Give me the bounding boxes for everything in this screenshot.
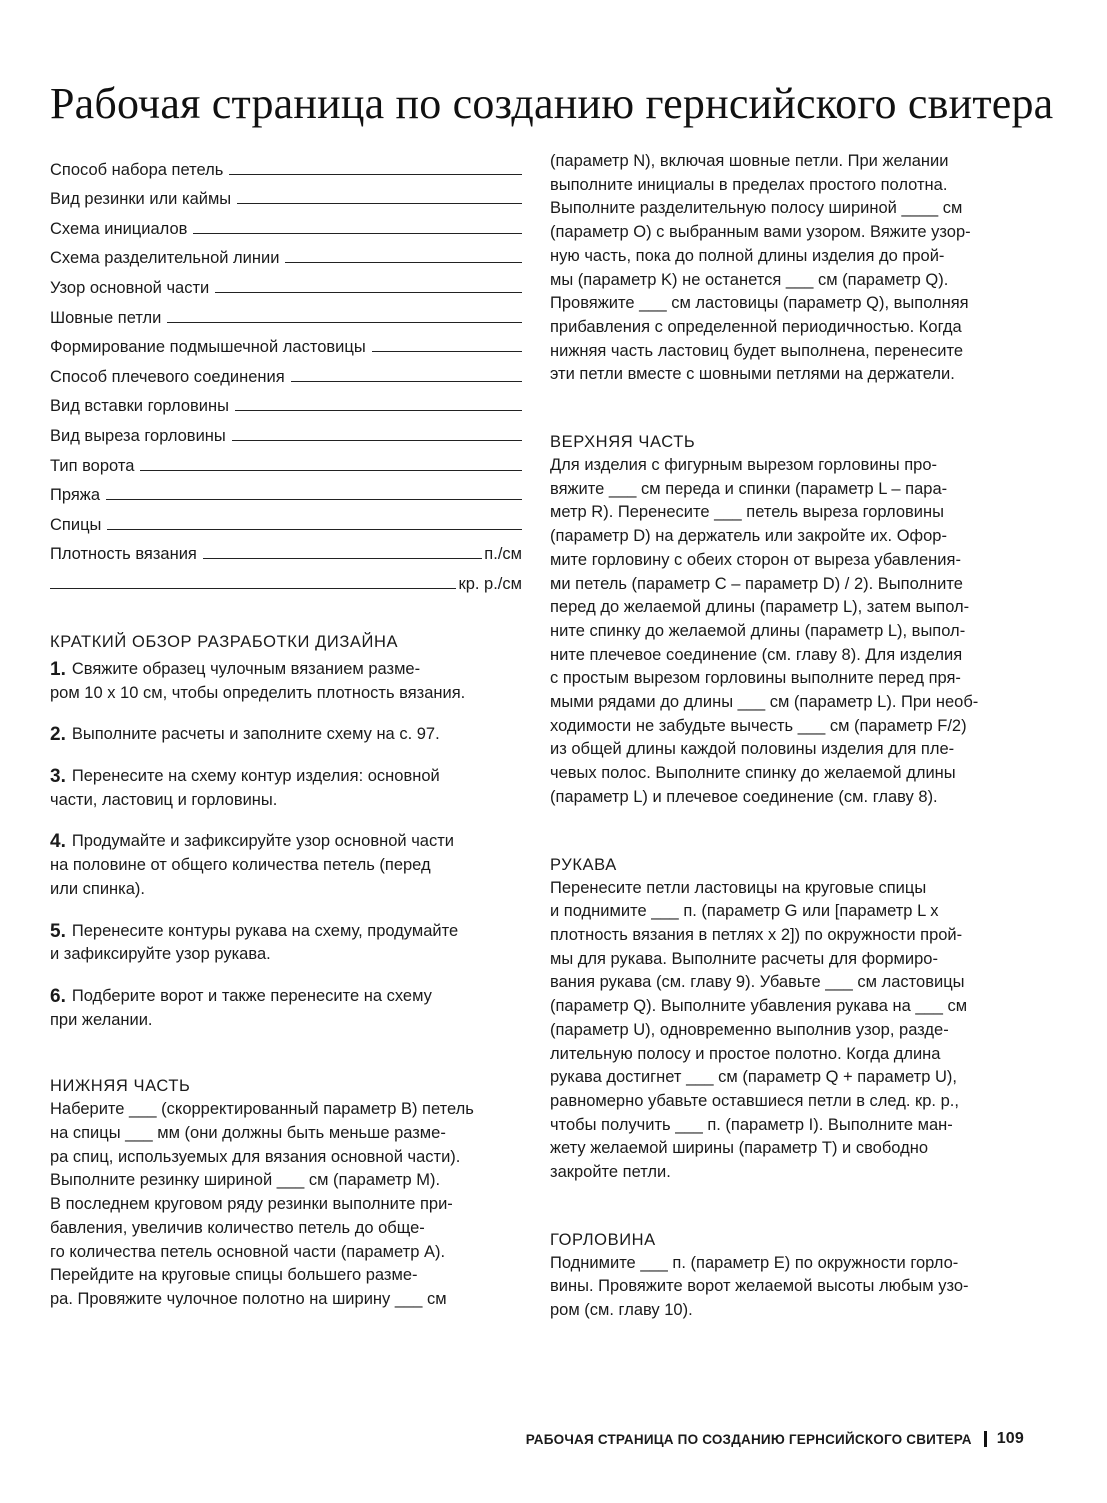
left-column: [50, 150, 522, 1312]
text-line: прибавления с определенной периодичностью. Когда: [550, 317, 962, 336]
fill-line[interactable]: [107, 529, 522, 530]
lower-section-heading: НИЖНЯЯ ЧАСТЬ: [50, 1077, 191, 1096]
text-line: и поднимите ___ п. (параметр G или [параметр L x: [550, 902, 939, 921]
text-line: плотность вязания в петлях x 2]) по окружности прой-: [550, 925, 963, 944]
field-cast-on-method[interactable]: [50, 150, 522, 180]
fill-line[interactable]: [203, 558, 482, 559]
overview-step: [50, 830, 522, 854]
text-line: чтобы получить ___ п. (параметр I). Выполните ман-: [550, 1115, 953, 1134]
field-label: Плотность вязания: [50, 545, 197, 564]
step-text-continued: ром 10 х 10 см, чтобы определить плотность вязания.: [50, 683, 466, 702]
overview-step: [50, 985, 522, 1009]
field-label: Пряжа: [50, 486, 100, 505]
field-label: Формирование подмышечной ластовицы: [50, 338, 366, 357]
running-title: РАБОЧАЯ СТРАНИЦА ПО СОЗДАНИЮ ГЕРНСИЙСКОГО СВИТЕРА: [525, 1431, 972, 1447]
text-line: (параметр O) с выбранным вами узором. Вяжите узор-: [550, 223, 971, 242]
field-yarn[interactable]: [50, 476, 522, 506]
design-fields-form: [50, 150, 522, 594]
field-collar-type[interactable]: [50, 446, 522, 476]
field-label: Способ плечевого соединения: [50, 367, 285, 386]
step-text: Подберите ворот и также перенесите на схему: [71, 986, 432, 1005]
page-title: Рабочая страница по созданию гернсийского свитера: [50, 79, 1054, 128]
field-initials-chart[interactable]: [50, 209, 522, 239]
text-line: закройте петли.: [550, 1163, 671, 1182]
text-line: Выполните разделительную полосу шириной ____ см: [550, 199, 963, 218]
field-shoulder-join[interactable]: [50, 357, 522, 387]
text-line: эти петли вместе с шовными петлями на держатели.: [550, 365, 955, 384]
text-line: чевых полос. Выполните спинку до желаемой длины: [550, 764, 956, 783]
text-line: (параметр L) и плечевое соединение (см. главу 8).: [550, 787, 938, 806]
text-line: бавления, увеличив количество петель до обще-: [50, 1218, 425, 1237]
step-number: 5.: [50, 920, 66, 942]
text-line: вины. Провяжите ворот желаемой высоты любым узо-: [550, 1277, 969, 1296]
step-number: 2.: [50, 724, 66, 746]
field-label: Узор основной части: [50, 278, 210, 297]
step-text-continued: части, ластовиц и горловины.: [50, 790, 278, 809]
step-text-continued: и зафиксируйте узор рукава.: [50, 945, 271, 964]
unit-label: п./см: [484, 545, 522, 564]
text-line: ните спинку до желаемой длины (параметр L), выпол-: [550, 621, 966, 640]
field-neckline-type[interactable]: [50, 416, 522, 446]
field-gauge-stitches[interactable]: [50, 535, 522, 565]
fill-line[interactable]: [106, 499, 522, 500]
text-line: Наберите ___ (скорректированный параметр B) петель: [50, 1100, 474, 1119]
text-line: вания рукава (см. главу 9). Убавьте ___ см ластовицы: [550, 973, 965, 992]
text-line: мы (параметр K) не останется ___ см (параметр Q).: [550, 270, 949, 289]
fill-line[interactable]: [50, 588, 456, 589]
text-line: ра спиц, используемых для вязания основной части).: [50, 1147, 461, 1166]
text-line: Перейдите на круговые спицы большего разме-: [50, 1266, 418, 1285]
step-text-continued: на половине от общего количества петель (перед: [50, 856, 431, 875]
text-line: (параметр Q). Выполните убавления рукава на ___ см: [550, 997, 968, 1016]
sleeves-section-heading: РУКАВА: [550, 855, 617, 874]
step-text: Свяжите образец чулочным вязанием разме-: [71, 659, 421, 678]
step-text: Продумайте и зафиксируйте узор основной части: [71, 832, 455, 851]
text-line: ми петель (параметр C – параметр D) / 2). Выполните: [550, 574, 963, 593]
overview-heading: КРАТКИЙ ОБЗОР РАЗРАБОТКИ ДИЗАЙНА: [50, 632, 399, 651]
text-line: мы для рукава. Выполните расчеты для формиро-: [550, 949, 938, 968]
text-line: лительную полосу и простое полотно. Когда длина: [550, 1044, 941, 1063]
sleeves-section-body: [550, 877, 1030, 1185]
footer-separator: [984, 1431, 987, 1447]
field-label: Вид вставки горловины: [50, 397, 229, 416]
text-line: го количества петель основной части (параметр A).: [50, 1242, 446, 1261]
text-line: (параметр N), включая шовные петли. При желании: [550, 152, 949, 170]
step-number: 1.: [50, 658, 66, 680]
text-line: (параметр D) на держатель или закройте их. Офор-: [550, 527, 947, 546]
text-line: перед до желаемой длины (параметр L), затем выпол-: [550, 598, 970, 617]
overview-step: [50, 920, 522, 944]
field-label: Способ набора петель: [50, 160, 224, 179]
fill-line[interactable]: [291, 381, 522, 382]
text-line: Перенесите петли ластовицы на круговые спицы: [550, 878, 927, 897]
fill-line[interactable]: [215, 292, 522, 293]
text-line: Выполните резинку шириной ___ см (параметр M).: [50, 1171, 441, 1190]
text-line: метр R). Перенесите ___ петель выреза горловины: [550, 503, 944, 522]
text-line: ните плечевое соединение (см. главу 8). Для изделия: [550, 645, 963, 664]
lower-section-continued: [550, 150, 1030, 387]
step-number: 6.: [50, 985, 66, 1007]
field-label: Схема разделительной линии: [50, 249, 280, 268]
step-text: Перенесите на схему контур изделия: основной: [71, 767, 440, 786]
fill-line[interactable]: [140, 470, 522, 471]
field-label: Тип ворота: [50, 456, 135, 475]
text-line: Провяжите ___ см ластовицы (параметр Q), выполняя: [550, 294, 969, 313]
fill-line[interactable]: [229, 174, 522, 175]
field-underarm-gusset[interactable]: [50, 328, 522, 358]
fill-line[interactable]: [237, 203, 522, 204]
text-line: вяжите ___ см переда и спинки (параметр L – пара-: [550, 479, 948, 498]
fill-line[interactable]: [235, 410, 522, 411]
text-line: Для изделия с фигурным вырезом горловины про-: [550, 456, 938, 475]
overview-step: [50, 765, 522, 789]
text-line: В последнем круговом ряду резинки выполните при-: [50, 1195, 453, 1214]
step-text: Перенесите контуры рукава на схему, продумайте: [71, 921, 459, 940]
overview-step: [50, 723, 522, 747]
page-footer: [526, 1430, 1024, 1448]
fill-line[interactable]: [167, 322, 522, 323]
upper-section-heading: ВЕРХНЯЯ ЧАСТЬ: [550, 433, 696, 452]
field-ribbing-type[interactable]: [50, 180, 522, 210]
field-seam-stitches[interactable]: [50, 298, 522, 328]
step-number: 3.: [50, 766, 66, 788]
field-label: Вид выреза горловины: [50, 426, 226, 445]
step-number: 4.: [50, 831, 66, 853]
fill-line[interactable]: [285, 262, 522, 263]
field-neck-insert[interactable]: [50, 387, 522, 417]
overview-step: [50, 658, 522, 682]
text-line: ную часть, пока до полной длины изделия до прой-: [550, 246, 945, 265]
field-label: Спицы: [50, 515, 102, 534]
fill-line[interactable]: [232, 440, 522, 441]
text-line: мыми рядами до длины ___ см (параметр L). При необ-: [550, 693, 979, 712]
field-divider-chart[interactable]: [50, 239, 522, 269]
field-label: Схема инициалов: [50, 219, 188, 238]
neck-section-body: [550, 1252, 1030, 1323]
field-label: Шовные петли: [50, 308, 162, 327]
text-line: ром (см. главу 10).: [550, 1301, 693, 1320]
step-text-continued: при желании.: [50, 1010, 153, 1029]
field-needles[interactable]: [50, 505, 522, 535]
unit-label: кр. р./см: [458, 574, 522, 593]
right-column: [550, 150, 1030, 1323]
text-line: равномерно убавьте оставшиеся петли в след. кр. р.,: [550, 1091, 959, 1110]
text-line: нижняя часть ластовиц будет выполнена, перенесите: [550, 341, 964, 360]
text-line: мите горловину с обеих сторон от выреза убавления-: [550, 550, 961, 569]
field-gauge-rows[interactable]: [50, 564, 522, 594]
fill-line[interactable]: [372, 351, 522, 352]
text-line: из общей длины каждой половины изделия для пле-: [550, 740, 955, 759]
fill-line[interactable]: [193, 233, 522, 234]
text-line: Поднимите ___ п. (параметр E) по окружности горло-: [550, 1253, 959, 1272]
neck-section-heading: ГОРЛОВИНА: [550, 1230, 656, 1249]
text-line: на спицы ___ мм (они должны быть меньше разме-: [50, 1124, 446, 1143]
text-line: жету желаемой ширины (параметр T) и свободно: [550, 1139, 929, 1158]
step-text: Выполните расчеты и заполните схему на с. 97.: [71, 725, 440, 744]
lower-section-body: [50, 1098, 522, 1311]
text-line: (параметр U), одновременно выполнив узор, разде-: [550, 1020, 949, 1039]
page-number: 109: [996, 1430, 1024, 1447]
text-line: выполните инициалы в пределах простого полотна.: [550, 175, 948, 194]
text-line: ра. Провяжите чулочное полотно на ширину ___ см: [50, 1289, 447, 1308]
text-line: рукава достигнет ___ см (параметр Q + параметр U),: [550, 1068, 957, 1087]
step-text-continued: или спинка).: [50, 879, 145, 898]
upper-section-body: [550, 454, 1030, 810]
text-line: с простым вырезом горловины выполните перед пря-: [550, 669, 961, 688]
field-label: Вид резинки или каймы: [50, 190, 232, 209]
text-line: ходимости не забудьте вычесть ___ см (параметр F/2): [550, 716, 967, 735]
field-body-pattern[interactable]: [50, 268, 522, 298]
